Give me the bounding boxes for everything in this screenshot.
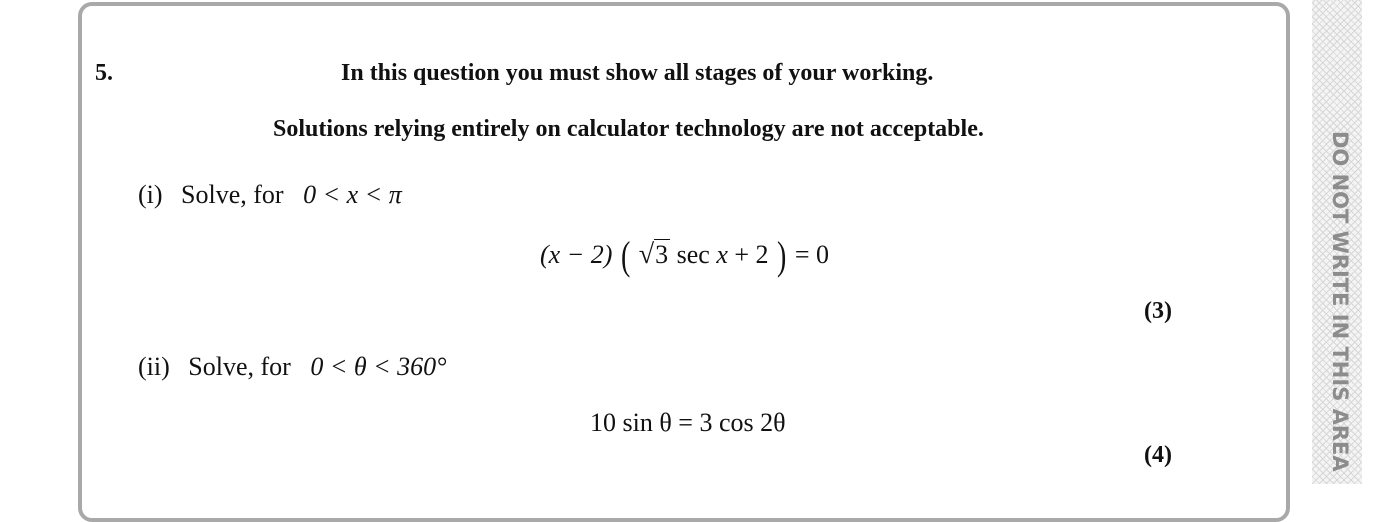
part-ii-text: Solve, for: [188, 352, 291, 381]
part-i-eq-sec: sec: [676, 240, 710, 269]
open-paren-icon: (: [620, 233, 631, 278]
part-ii-label: (ii): [138, 352, 170, 381]
instruction-show-working: In this question you must show all stages of your working.: [341, 60, 934, 86]
part-i-condition: 0 < x < π: [303, 180, 402, 209]
part-ii-prompt: [138, 352, 447, 382]
part-i-eq-term1: (x − 2): [540, 240, 613, 269]
close-paren-icon: ): [777, 233, 787, 278]
part-i-marks: (3): [1144, 298, 1172, 324]
question-number: 5.: [95, 60, 113, 86]
instruction-calculator: Solutions relying entirely on calculator technology are not acceptable.: [273, 116, 984, 142]
sqrt-radicand: 3: [655, 240, 669, 269]
part-i-equation: [540, 233, 830, 278]
margin-warning-label: DO NOT WRITE IN THIS AREA: [1328, 131, 1352, 472]
part-i-eq-tail: + 2: [734, 240, 769, 269]
part-i-label: (i): [138, 180, 163, 209]
part-i-eq-variable: x: [716, 240, 728, 269]
part-i-text: Solve, for: [181, 180, 284, 209]
part-i-prompt: [138, 180, 402, 210]
part-ii-equation: 10 sin θ = 3 cos 2θ: [590, 408, 786, 437]
part-ii-marks: (4): [1144, 442, 1172, 468]
part-ii-condition: 0 < θ < 360°: [310, 352, 447, 381]
sqrt-icon: √3: [638, 239, 669, 270]
part-i-eq-rhs: = 0: [794, 240, 830, 269]
